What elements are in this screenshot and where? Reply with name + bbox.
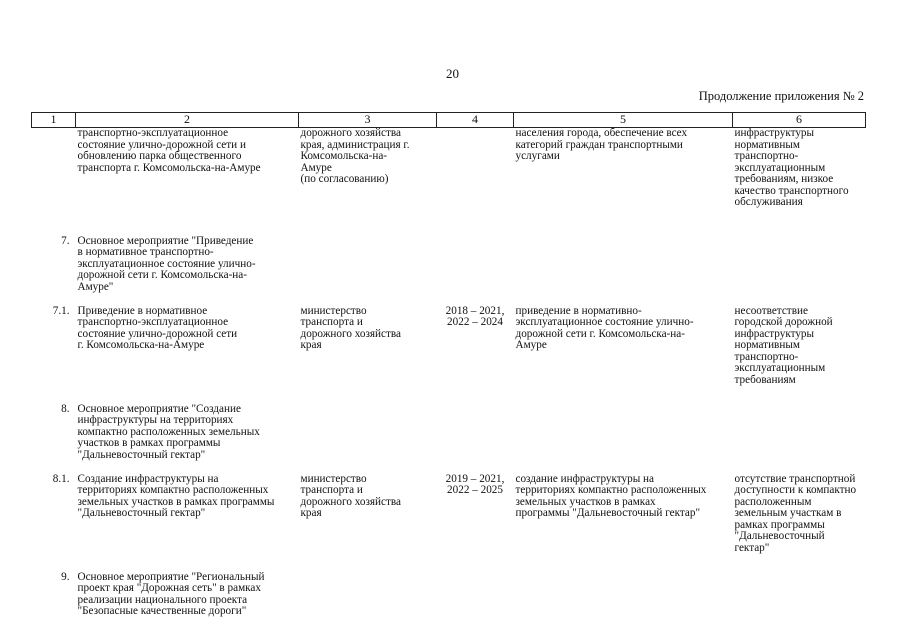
row-number [32,128,76,236]
row-number: 8. [61,402,70,415]
executor: дорожного хозяйства края, администрация г. Комсомольска-на- Амуре (по согласованию) [300,127,410,185]
activity-name: Приведение в нормативное транспортно-эксплуатационное состояние улично-дорожной сети г. Комсомольска-на-Амуре [77,304,238,351]
period: 2018 – 2021, 2022 – 2024 [445,304,505,328]
row-number: 8.1. [52,472,70,485]
table-row [32,474,866,572]
column-header: 5 [514,113,733,128]
table-row [32,128,866,236]
page-number: 20 [446,66,459,81]
executor [299,236,437,306]
period: 2019 – 2021, 2022 – 2025 [445,472,505,496]
executor: министерство транспорта и дорожного хозяйства края [300,304,401,351]
activity-name: Основное мероприятие "Приведение в нормативное транспортно- эксплуатационное состояние улично- дорожной сети г. Комсомольска-на- Амуре" [77,234,256,293]
activity-name: транспортно-эксплуатационное состояние улично-дорожной сети и обновлению парка общественного транспорта г. Комсомольска-на-Амуре [77,127,261,174]
table-row [32,572,866,622]
period [437,404,514,474]
consequence: инфраструктуры нормативным транспортно- эксплуатационным требованиям, низкое качество транспортного обслуживания [734,127,849,208]
header-row [32,113,866,128]
row-number: 7. [61,234,70,247]
column-header: 1 [32,113,76,128]
period [437,236,514,306]
activity-name: Создание инфраструктуры на территориях компактно расположенных земельных участков в рамках программы "Дальневосточный гектар" [77,472,275,519]
executor [299,404,437,474]
period [437,128,514,236]
consequence [733,404,866,474]
column-header: 4 [437,113,514,128]
activity-name: Основное мероприятие "Региональный проект края "Дорожная сеть" в рамках реализации национального проекта "Безопасные качественные дороги" [77,570,265,617]
table-row [32,306,866,404]
row-number: 9. [61,570,70,583]
expected-result [514,572,733,622]
consequence [733,236,866,306]
expected-result: создание инфраструктуры на территориях компактно расположенных земельных участков в рамках программы "Дальневосточный гектар" [515,472,707,519]
expected-result: населения города, обеспечение всех категорий граждан транспортными услугами [515,127,688,162]
executor [299,572,437,622]
expected-result [514,236,733,306]
column-header: 6 [733,113,866,128]
row-number: 7.1. [52,304,70,317]
table-row [32,236,866,306]
column-header: 2 [76,113,299,128]
period [437,572,514,622]
program-table [31,112,866,622]
executor: министерство транспорта и дорожного хозяйства края [300,472,401,519]
column-header: 3 [299,113,437,128]
activity-name: Основное мероприятие "Создание инфраструктуры на территориях компактно расположенных земельных участков в рамках программы "Дальневосточный гектар" [77,402,260,461]
table-row [32,404,866,474]
consequence: несоответствие городской дорожной инфраструктуры нормативным транспортно- эксплуатационным требованиям [734,304,833,386]
continuation-label: Продолжение приложения № 2 [698,89,864,103]
consequence [733,572,866,622]
expected-result: приведение в нормативно- эксплуатационное состояние улично- дорожной сети г. Комсомольска-на- Амуре [515,304,694,351]
consequence: отсутствие транспортной доступности к компактно расположенным земельным участкам в рамках программы "Дальневосточный гектар" [734,472,857,554]
expected-result [514,404,733,474]
